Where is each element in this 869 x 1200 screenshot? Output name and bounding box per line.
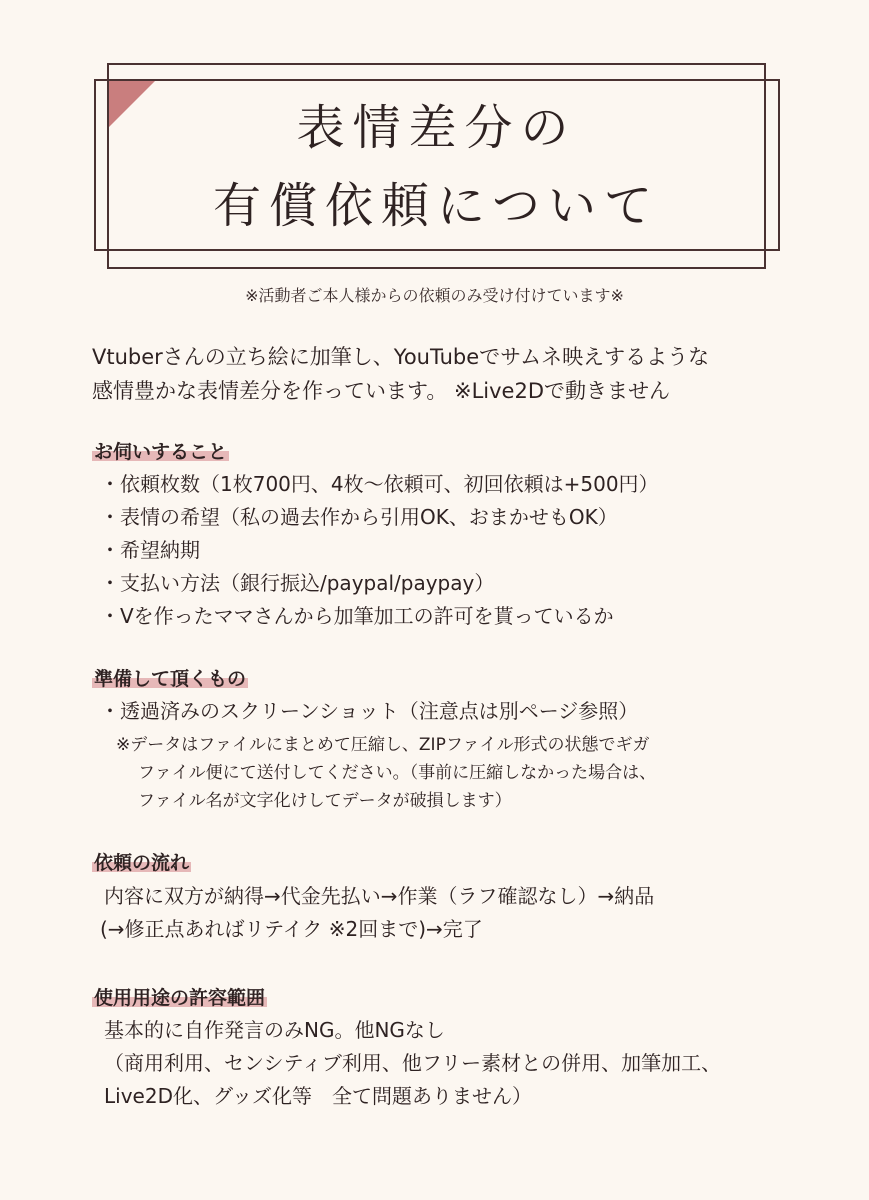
section-heading-flow: 依頼の流れ (92, 848, 191, 875)
list-item: (→修正点あればリテイク ※2回まで)→完了 (100, 917, 483, 941)
list-item: 基本的に自作発言のみNG。他NGなし (104, 1018, 445, 1042)
list-item: Live2D化、グッズ化等 全て問題ありません） (104, 1084, 532, 1108)
list-item: ・希望納期 (100, 538, 200, 562)
section-heading-usage: 使用用途の許容範囲 (92, 983, 267, 1010)
list-item: ・依頼枚数（1枚700円、4枚～依頼可、初回依頼は+500円） (100, 472, 659, 496)
list-item: ・支払い方法（銀行振込/paypal/paypay） (100, 571, 495, 595)
intro-line: 感情豊かな表情差分を作っています。 ※Live2Dで動きません (92, 379, 671, 403)
note-line: ファイル名が文字化けしてデータが破損します） (138, 791, 512, 811)
section-prepare-notes (116, 731, 656, 815)
title-frame-front (107, 63, 766, 269)
section-ask-list (100, 468, 659, 633)
list-item: ・Vを作ったママさんから加筆加工の許可を貰っているか (100, 604, 614, 628)
list-item: ・透過済みのスクリーンショット（注意点は別ページ参照） (100, 699, 639, 723)
intro-text (92, 340, 709, 408)
list-item: （商用利用、センシティブ利用、他フリー素材との併用、加筆加工、 (104, 1051, 722, 1075)
intro-line: Vtuberさんの立ち絵に加筆し、YouTubeでサムネ映えするような (92, 345, 710, 369)
section-prepare-list (100, 695, 638, 728)
notice: ※活動者ご本人様からの依頼のみ受け付けています※ (245, 286, 624, 305)
section-flow-list (100, 880, 655, 946)
page-title-line-2: 有償依頼について (212, 178, 661, 234)
section-usage-list (104, 1014, 721, 1113)
note-line: ※データはファイルにまとめて圧縮し、ZIPファイル形式の状態でギガ (116, 735, 650, 755)
section-heading-ask: お伺いすること (92, 437, 229, 464)
section-heading-prepare: 準備して頂くもの (92, 664, 248, 691)
list-item: 内容に双方が納得→代金先払い→作業（ラフ確認なし）→納品 (104, 884, 655, 908)
note-line: ファイル便にて送付してください。（事前に圧縮しなかった場合は、 (138, 763, 657, 783)
list-item: ・表情の希望（私の過去作から引用OK、おまかせもOK） (100, 505, 618, 529)
page-title-line-1: 表情差分の (296, 100, 577, 156)
